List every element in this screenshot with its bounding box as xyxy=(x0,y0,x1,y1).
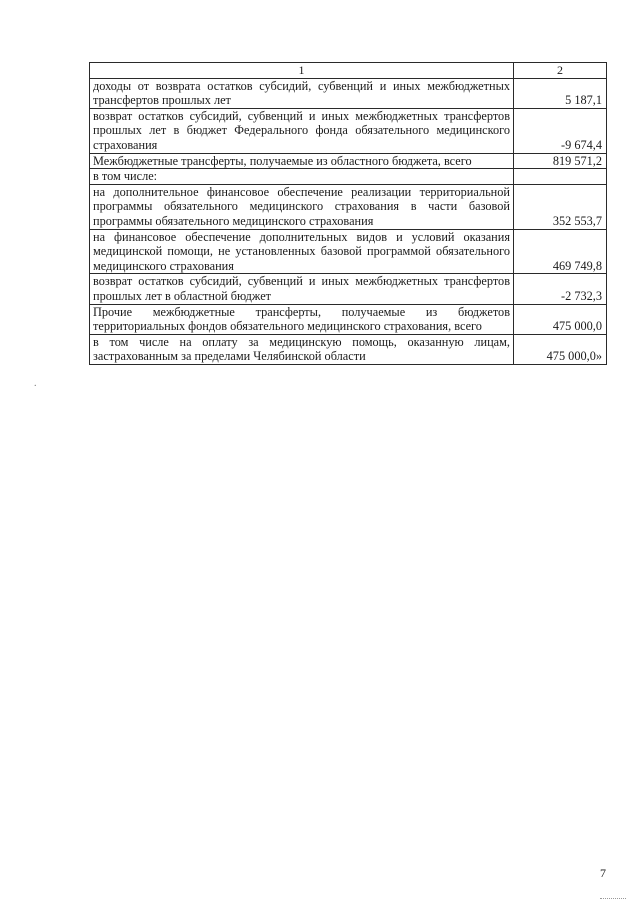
row-description: возврат остатков субсидий, субвенций и иных межбюджетных трансфертов прошлых лет в бюджет Федерального фонда обязательного медицинского страхования xyxy=(90,108,514,153)
row-description: в том числе: xyxy=(90,169,514,185)
table-row xyxy=(90,153,607,169)
row-value: 475 000,0» xyxy=(514,334,607,364)
row-value: -2 732,3 xyxy=(514,274,607,304)
table-header-row xyxy=(90,63,607,79)
stray-mark: . xyxy=(34,378,37,389)
table-row xyxy=(90,184,607,229)
row-description: доходы от возврата остатков субсидий, субвенций и иных межбюджетных трансфертов прошлых лет xyxy=(90,78,514,108)
row-description: на финансовое обеспечение дополнительных видов и условий оказания медицинской помощи, не установленных базовой программой обязательного медицинского страхования xyxy=(90,229,514,274)
row-value: 5 187,1 xyxy=(514,78,607,108)
table-row xyxy=(90,229,607,274)
row-value: 469 749,8 xyxy=(514,229,607,274)
table-row xyxy=(90,108,607,153)
table-row xyxy=(90,169,607,185)
row-value xyxy=(514,169,607,185)
row-value: 475 000,0 xyxy=(514,304,607,334)
column-number-1: 1 xyxy=(90,63,514,79)
row-description: Прочие межбюджетные трансферты, получаемые из бюджетов территориальных фондов обязательного медицинского страхования, всего xyxy=(90,304,514,334)
table-row xyxy=(90,304,607,334)
table-row xyxy=(90,274,607,304)
row-description: на дополнительное финансовое обеспечение реализации территориальной программы обязательного медицинского страхования в части базовой программы обязательного медицинского страхования xyxy=(90,184,514,229)
row-description: в том числе на оплату за медицинскую помощь, оказанную лицам, застрахованным за пределами Челябинской области xyxy=(90,334,514,364)
row-value: -9 674,4 xyxy=(514,108,607,153)
row-description: возврат остатков субсидий, субвенций и иных межбюджетных трансфертов прошлых лет в областной бюджет xyxy=(90,274,514,304)
row-description: Межбюджетные трансферты, получаемые из областного бюджета, всего xyxy=(90,153,514,169)
page-number: 7 xyxy=(600,866,606,880)
footer-dotted-mark xyxy=(600,898,626,900)
column-number-2: 2 xyxy=(514,63,607,79)
budget-table xyxy=(89,62,607,365)
row-value: 819 571,2 xyxy=(514,153,607,169)
row-value: 352 553,7 xyxy=(514,184,607,229)
table-row xyxy=(90,78,607,108)
table-row xyxy=(90,334,607,364)
